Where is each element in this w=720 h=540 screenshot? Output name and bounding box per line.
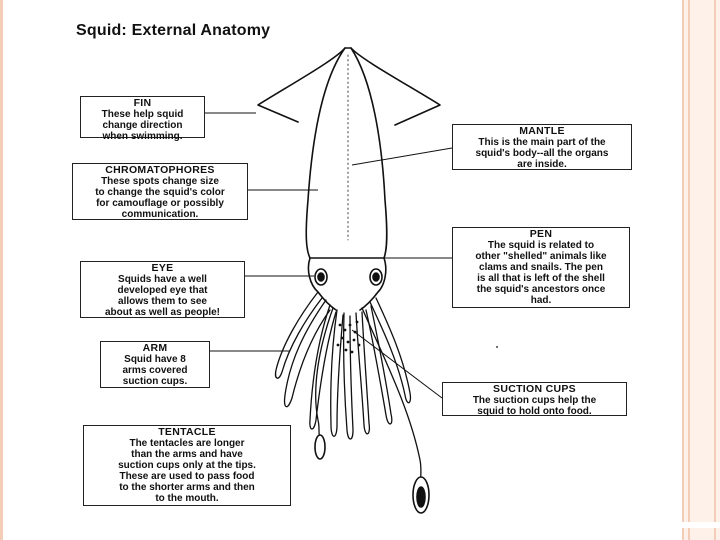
label-tentacle bbox=[83, 425, 291, 506]
stray-dot bbox=[496, 346, 498, 348]
label-mantle bbox=[452, 124, 632, 170]
label-pen-body: The squid is related to other "shelled" animals like clams and snails. The pen is all that is left of the shell the squid's ancestors once had. bbox=[475, 240, 607, 306]
leader-mantle bbox=[352, 148, 452, 165]
label-suction-cups-heading: SUCTION CUPS bbox=[493, 383, 576, 395]
squid-mantle-outline bbox=[306, 48, 387, 258]
page-title: Squid: External Anatomy bbox=[76, 22, 271, 39]
label-pen bbox=[452, 227, 630, 308]
label-mantle-body: This is the main part of the squid's body--all the organs are inside. bbox=[475, 137, 609, 170]
squid-arms bbox=[276, 292, 411, 439]
label-arm-body: Squid have 8 arms covered suction cups. bbox=[122, 354, 188, 387]
label-eye-heading: EYE bbox=[151, 262, 174, 274]
label-chromatophores-heading: CHROMATOPHORES bbox=[105, 164, 215, 176]
label-eye-body: Squids have a well developed eye that allows them to see about as well as people! bbox=[104, 274, 221, 318]
label-mantle-heading: MANTLE bbox=[519, 125, 565, 137]
label-fin-body: These help squid change direction when swimming. bbox=[101, 109, 184, 142]
label-chromatophores bbox=[72, 163, 248, 220]
label-eye bbox=[80, 261, 245, 318]
squid-fin-outline bbox=[258, 48, 440, 125]
label-suction-cups-body: The suction cups help the squid to hold onto food. bbox=[472, 395, 597, 417]
label-pen-heading: PEN bbox=[529, 228, 553, 240]
label-tentacle-body: The tentacles are longer than the arms and have suction cups only at the tips. These are used to pass food to the shorter arms and then to the mouth. bbox=[118, 438, 256, 504]
label-fin-heading: FIN bbox=[133, 97, 152, 109]
leader-lines bbox=[205, 113, 452, 398]
label-fin bbox=[80, 96, 205, 142]
label-chromatophores-body: These spots change size to change the squid's color for camouflage or possibly communication. bbox=[95, 176, 225, 220]
label-arm-heading: ARM bbox=[142, 342, 168, 354]
label-suction-cups bbox=[442, 382, 627, 416]
label-arm bbox=[100, 341, 210, 388]
label-tentacle-heading: TENTACLE bbox=[158, 426, 216, 438]
